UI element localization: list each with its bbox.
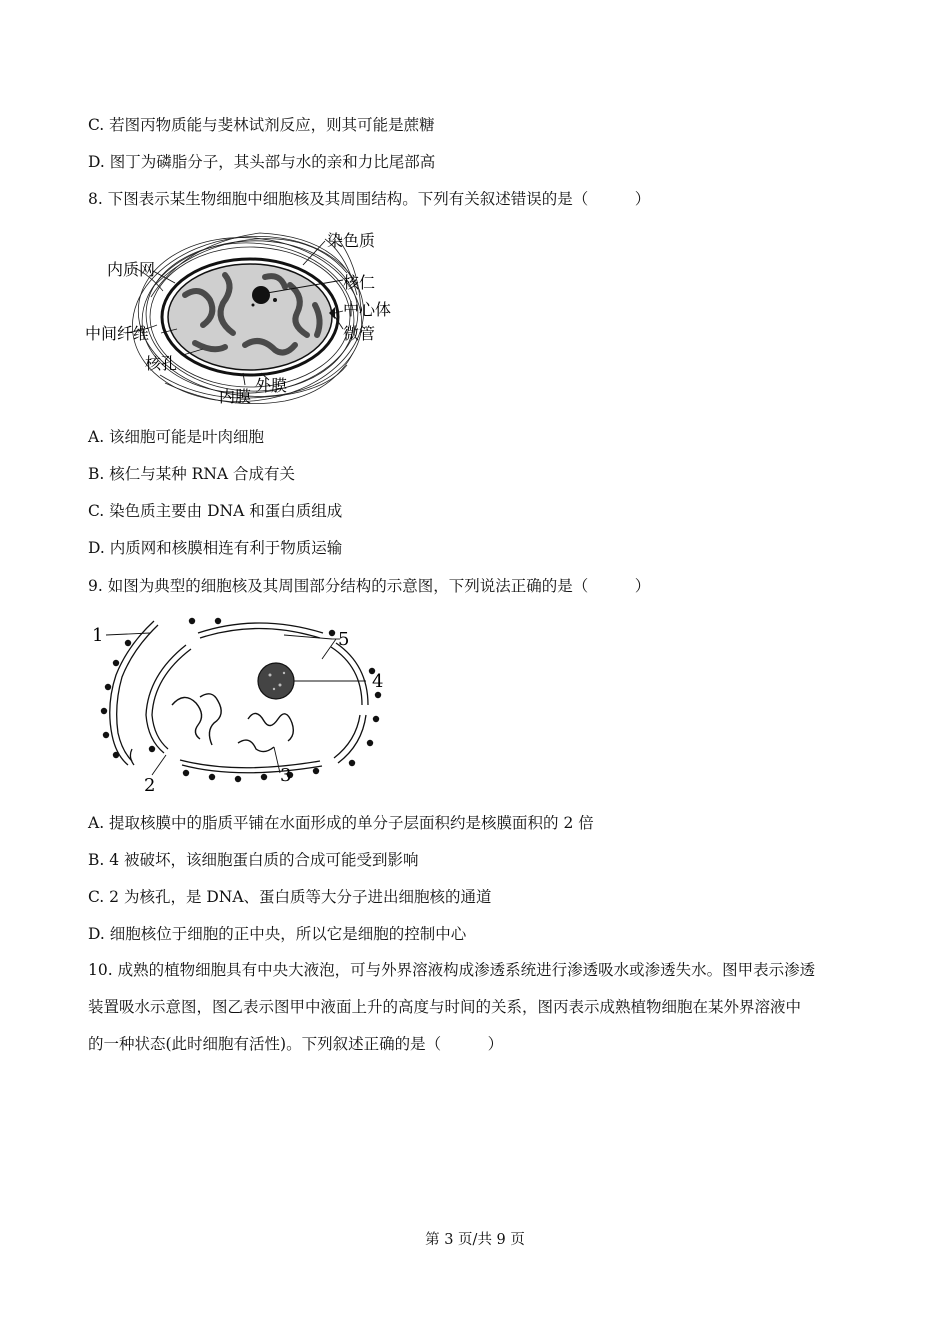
q8-label-er: 内质网 (107, 260, 156, 279)
q10-stem (88, 952, 868, 1063)
q9-stem: 9. 如图为典型的细胞核及其周围部分结构的示意图，下列说法正确的是（ ） (88, 577, 651, 595)
q9-option-a: A. 提取核膜中的脂质平铺在水面形成的单分子层面积约是核膜面积的 2 倍 (88, 814, 594, 832)
page-footer: 第 3 页/共 9 页 (425, 1232, 525, 1248)
q10-stem-line-2: 装置吸水示意图，图乙表示图甲中液面上升的高度与时间的关系，图丙表示成熟植物细胞在某外界溶液中 (88, 998, 802, 1016)
q8-label-chromatin: 染色质 (327, 231, 376, 250)
q7-option-c: C. 若图丙物质能与斐林试剂反应，则其可能是蔗糖 (88, 116, 435, 134)
q8-label-nucleolus: 核仁 (343, 273, 376, 292)
q8-nucleoplasm (168, 264, 332, 370)
q9-membranes (110, 621, 368, 773)
q8-nucleus-figure (85, 225, 405, 410)
q8-stem: 8. 下图表示某生物细胞中细胞核及其周围结构。下列有关叙述错误的是（ ） (88, 190, 651, 208)
q8-option-d: D. 内质网和核膜相连有利于物质运输 (88, 539, 343, 557)
q8-label-intermediate-filament: 中间纤维 (85, 324, 150, 343)
q8-option-b: B. 核仁与某种 RNA 合成有关 (88, 465, 296, 483)
q9-label-4: 4 (372, 671, 384, 692)
q10-stem-line-1: 10. 成熟的植物细胞具有中央大液泡，可与外界溶液构成渗透系统进行渗透吸水或渗透失水。图甲表示渗透 (88, 961, 816, 979)
q9-nucleus-figure (88, 615, 398, 795)
q8-label-microtubule: 微管 (343, 324, 376, 343)
q7-option-d: D. 图丁为磷脂分子，其头部与水的亲和力比尾部高 (88, 153, 436, 171)
q8-option-a: A. 该细胞可能是叶肉细胞 (88, 428, 265, 446)
q8-label-centrosome: 中心体 (343, 300, 392, 319)
q10-stem-line-3: 的一种状态(此时细胞有活性)。下列叙述正确的是（ ） (88, 1035, 504, 1053)
q9-option-b: B. 4 被破坏，该细胞蛋白质的合成可能受到影响 (88, 851, 419, 869)
q9-label-5: 5 (338, 629, 350, 650)
q8-option-c: C. 染色质主要由 DNA 和蛋白质组成 (88, 502, 343, 520)
q8-label-outer-membrane: 外膜 (255, 376, 288, 395)
q9-nucleolus (258, 663, 294, 699)
q9-label-1: 1 (92, 625, 104, 646)
q8-nucleolus (252, 286, 270, 304)
q9-label-2: 2 (144, 775, 156, 795)
q9-option-c: C. 2 为核孔，是 DNA、蛋白质等大分子进出细胞核的通道 (88, 888, 492, 906)
q8-label-nuclear-pore: 核孔 (145, 354, 178, 373)
q9-chromatin (172, 694, 293, 752)
q9-label-3: 3 (280, 765, 292, 786)
q8-label-inner-membrane: 内膜 (219, 387, 252, 406)
q9-option-d: D. 细胞核位于细胞的正中央，所以它是细胞的控制中心 (88, 925, 467, 943)
